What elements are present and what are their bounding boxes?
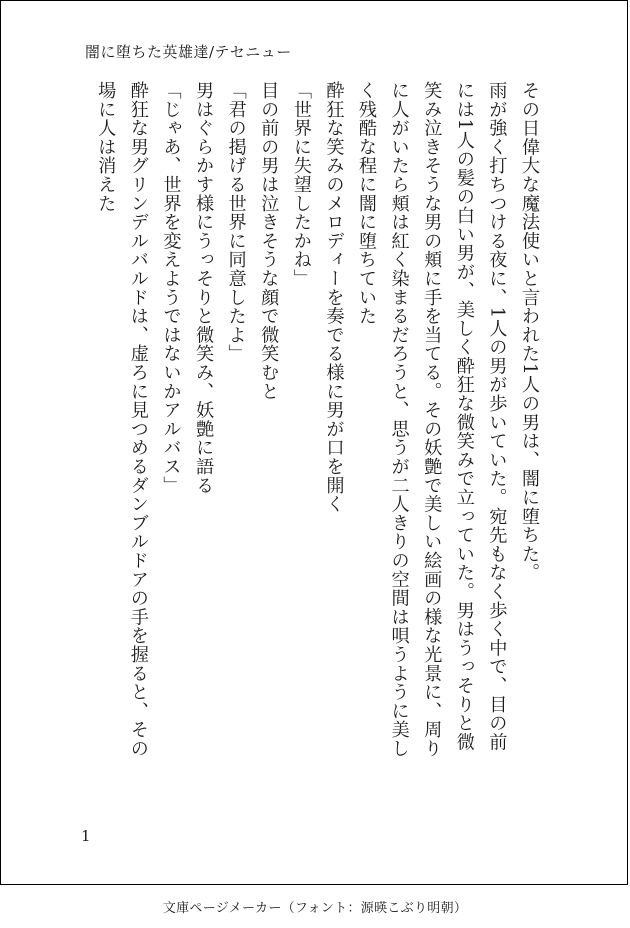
text-line: く残酷な程に闇に堕ちていた — [356, 81, 378, 326]
text-line: その日偉大な魔法使いと言われた1人の男は、闇に堕ちた。 — [519, 81, 540, 582]
footer-caption: 文庫ページメーカー（フォント：源暎こぶり明朝） — [162, 901, 468, 916]
text-line: 笑み泣きそうな男の頬に手を当てる。その妖艶で美しい絵画の様な光景に、周り — [421, 81, 443, 758]
text-line: 酔狂な笑みのメロディーを奏でる様に男が口を開く — [323, 81, 345, 514]
text-line: 酔狂な男グリンデルバルドは、虚ろに見つめるダンブルドアの手を握ると、その — [127, 81, 149, 758]
text-line: に人がいたら頬は紅く染まるだろうと、思うが二人きりの空間は唄うように美し — [388, 81, 410, 758]
text-line: 場に人は消えた — [95, 81, 117, 213]
page-number: 1 — [81, 827, 91, 845]
text-line: 「君の掲げる世界に同意したよ」 — [225, 81, 247, 363]
body-text — [89, 81, 545, 801]
text-line: 雨が強く打ちつける夜に、1人の男が歩いていた。宛先もなく歩く中で、目の前 — [486, 81, 508, 752]
text-line: 目の前の男は泣きそうな顔で微笑むと — [258, 81, 280, 401]
text-line: 「世界に失望したかね」 — [290, 81, 312, 288]
running-head: 闇に堕ちた英雄達/テセニュー — [85, 43, 292, 61]
text-line: 「じゃあ、世界を変えようではないかアルバス」 — [160, 81, 182, 495]
text-line: 男はぐらかす様にうっそりと微笑み、妖艶に語る — [193, 81, 215, 495]
text-line: には1人の髪の白い男が、美しく酔狂な微笑みで立っていた。男はうっそりと微 — [453, 81, 475, 752]
